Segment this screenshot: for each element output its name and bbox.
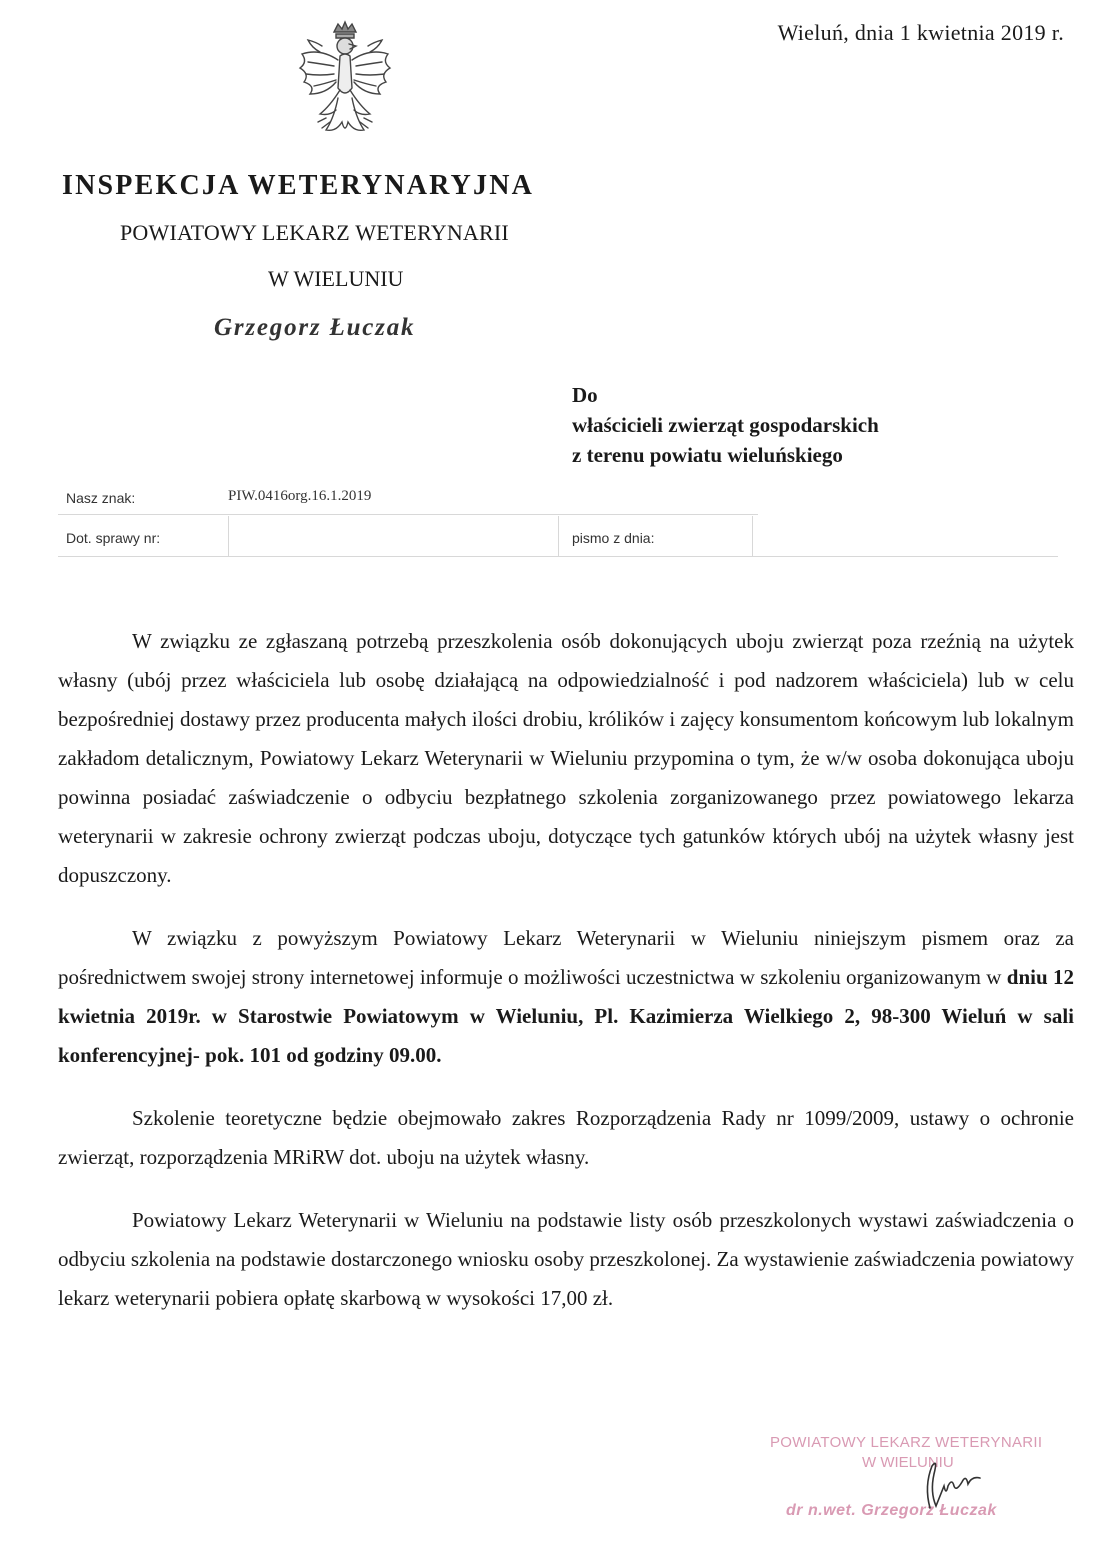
table-divider: [58, 556, 1058, 557]
table-divider: [752, 516, 753, 556]
official-stamp: [760, 1432, 1080, 1542]
body-paragraph: [58, 919, 1074, 1075]
office-location: W WIELUNIU: [268, 266, 404, 291]
stamp-signature-name: dr n.wet. Grzegorz Łuczak: [786, 1502, 997, 1519]
reference-table: [58, 480, 1058, 580]
table-divider: [58, 514, 758, 515]
addressee-line: właścicieli zwierząt gospodarskich: [572, 413, 879, 437]
office-title: POWIATOWY LEKARZ WETERYNARII: [120, 220, 509, 245]
body-paragraph: W związku ze zgłaszaną potrzebą przeszkolenia osób dokonujących uboju zwierząt poza rzeźnią na użytek własny (ubój przez właściciela lub osobę działającą na odpowiedzialność i pod nadzorem właściciela) lub w celu bezpośredniej dostawy przez producenta małych ilości drobiu, królików i zajęcy konsumentom końcowym lub lokalnym zakładom detalicznym, Powiatowy Lekarz Weterynarii w Wieluniu przypomina o tym, że w/w osoba dokonująca uboju powinna posiadać zaświadczenie o odbyciu bezpłatnego szkolenia zorganizowanego przez powiatowego lekarza weterynarii w zakresie ochrony zwierząt podczas uboju, dotyczące tych gatunków których ubój na użytek własny jest dopuszczony.: [58, 629, 1074, 887]
body-text: W związku z powyższym Powiatowy Lekarz Weterynarii w Wieluniu niniejszym pismem oraz za pośrednictwem swojej strony internetowej informuje o możliwości uczestnictwa w szkoleniu organizowanym w: [58, 926, 1074, 989]
letter-date-label: pismo z dnia:: [572, 530, 655, 546]
stamp-line: POWIATOWY LEKARZ WETERYNARII: [770, 1434, 1043, 1451]
case-number-label: Dot. sprawy nr:: [66, 530, 161, 546]
handwritten-signature-icon: [910, 1456, 990, 1516]
polish-eagle-emblem-icon: [290, 18, 400, 146]
body-paragraph: Szkolenie teoretyczne będzie obejmowało zakres Rozporządzenia Rady nr 1099/2009, ustawy o ochronie zwierząt, rozporządzenia MRiRW dot. uboju na użytek własny.: [58, 1106, 1074, 1169]
institution-name: INSPEKCJA WETERYNARYJNA: [62, 170, 535, 201]
body-paragraph: Powiatowy Lekarz Weterynarii w Wieluniu na podstawie listy osób przeszkolonych wystawi zaświadczenia o odbyciu szkolenia na podstawie dostarczonego wniosku osoby przeszkolonej. Za wystawienie zaświadczenia powiatowy lekarz weterynarii pobiera opłatę skarbową w wysokości 17,00 zł.: [58, 1208, 1074, 1310]
addressee-line: z terenu powiatu wieluńskiego: [572, 443, 843, 467]
our-ref-label: Nasz znak:: [66, 490, 136, 506]
table-divider: [228, 516, 229, 556]
letter-date: Wieluń, dnia 1 kwietnia 2019 r.: [777, 20, 1064, 45]
our-ref-value: PIW.0416org.16.1.2019: [228, 488, 372, 504]
addressee-line: Do: [572, 383, 598, 407]
training-details: dniu 12 kwietnia 2019r. w Starostwie Powiatowym w Wieluniu, Pl. Kazimierza Wielkiego 2, 98-300 Wieluń w sali konferencyjnej- pok. 101 od godziny 09.00.: [58, 965, 1074, 1067]
officer-name: Grzegorz Łuczak: [214, 314, 416, 341]
letter-body: [58, 622, 1074, 1318]
table-divider: [558, 516, 559, 556]
addressee-block: [572, 380, 879, 470]
stamp-line: W WIELUNIU: [862, 1454, 954, 1471]
